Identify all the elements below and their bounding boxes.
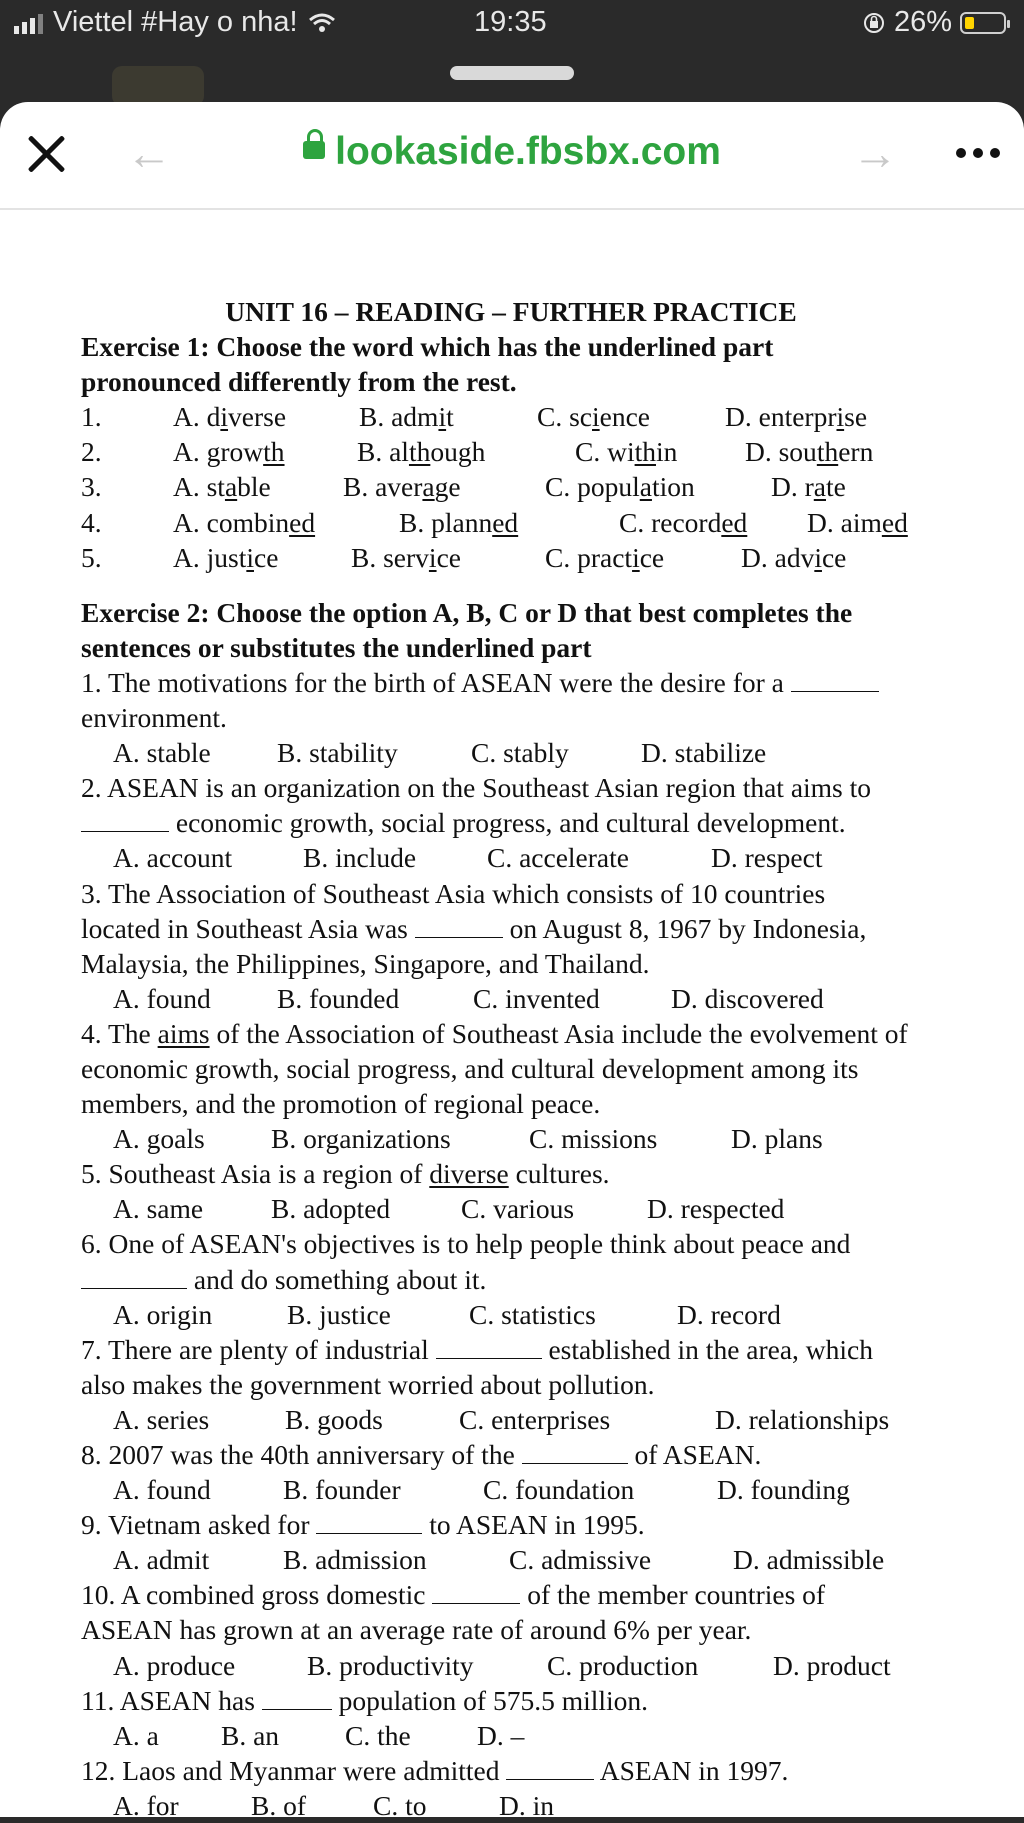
battery-percent: 26% <box>893 6 952 38</box>
question-12: 12. Laos and Myanmar were admitted ASEAN in 1997. A. for B. of C. to D. in <box>81 1753 1001 1823</box>
option-d[interactable]: D. aimed <box>807 506 908 538</box>
answer-option[interactable]: C. production <box>547 1649 699 1681</box>
option-a[interactable]: A. combined <box>173 506 316 538</box>
question-5: 5. Southeast Asia is a region of diverse cultures. A. same B. adopted C. various D. respected <box>81 1156 1001 1226</box>
options-row <box>81 1402 1001 1437</box>
answer-option[interactable]: D. stabilize <box>641 737 767 769</box>
answer-option[interactable]: C. various <box>461 1193 575 1225</box>
sheet-grabber[interactable] <box>450 66 574 80</box>
lock-icon <box>303 141 325 159</box>
option-a[interactable]: A. justice <box>173 541 279 573</box>
option-b[interactable]: B. service <box>351 541 461 573</box>
answer-option[interactable]: B. organizations <box>271 1123 451 1155</box>
answer-option[interactable]: A. stable <box>113 737 211 769</box>
answer-option[interactable]: A. found <box>113 982 211 1014</box>
option-c[interactable]: C. recorded <box>619 506 748 538</box>
item-number: 1. <box>81 401 102 433</box>
answer-option[interactable]: B. justice <box>287 1298 391 1330</box>
options-row <box>81 840 1001 875</box>
answer-option[interactable]: A. produce <box>113 1649 236 1681</box>
question-10: 10. A combined gross domestic of the member countries of ASEAN has grown at an average rate of around 6% per year. A. produce B. productivity C. production D. product <box>81 1577 1001 1682</box>
options-row <box>81 1297 1001 1332</box>
answer-option[interactable]: B. adopted <box>271 1193 391 1225</box>
answer-option[interactable]: C. the <box>345 1719 411 1751</box>
answer-option[interactable]: A. found <box>113 1474 211 1506</box>
orientation-lock-icon <box>862 11 886 35</box>
question-11: 11. ASEAN has population of 575.5 million. A. a B. an C. the D. – <box>81 1683 1001 1753</box>
answer-option[interactable]: B. founded <box>277 982 400 1014</box>
question-8: 8. 2007 was the 40th anniversary of the of ASEAN. A. found B. founder C. foundation D. founding <box>81 1437 1001 1507</box>
option-c[interactable]: C. population <box>545 471 695 503</box>
item-number: 2. <box>81 436 102 468</box>
battery-level <box>965 17 974 29</box>
answer-option[interactable]: C. missions <box>529 1123 658 1155</box>
status-left <box>14 6 336 39</box>
answer-option[interactable]: D. founding <box>717 1474 850 1506</box>
exercise1-row <box>81 469 1001 504</box>
answer-option[interactable]: C. foundation <box>483 1474 635 1506</box>
battery-icon <box>960 12 1006 34</box>
answer-option[interactable]: B. admission <box>283 1544 427 1576</box>
clock: 19:35 <box>474 6 547 38</box>
status-bar <box>0 0 1024 48</box>
worksheet <box>81 294 1001 1823</box>
exercise1-row <box>81 540 1001 575</box>
answer-option[interactable]: B. of <box>251 1789 306 1821</box>
answer-option[interactable]: C. to <box>373 1789 427 1821</box>
option-a[interactable]: A. growth <box>173 436 285 468</box>
exercise1-heading: Exercise 1: Choose the word which has the underlined part pronounced differently from the rest. <box>81 331 774 398</box>
answer-option[interactable]: D. respected <box>647 1193 785 1225</box>
option-c[interactable]: C. science <box>537 401 651 433</box>
signal-icon <box>14 12 43 34</box>
status-right <box>862 6 1006 39</box>
question-1: 1. The motivations for the birth of ASEAN were the desire for a environment. A. stable B. stability C. stably D. stabilize <box>81 665 1001 770</box>
answer-option[interactable]: A. for <box>113 1789 179 1821</box>
answer-option[interactable]: B. founder <box>283 1474 401 1506</box>
answer-option[interactable]: B. include <box>303 842 417 874</box>
option-b[interactable]: B. planned <box>399 506 519 538</box>
options-row <box>81 1121 1001 1156</box>
answer-option[interactable]: A. origin <box>113 1298 213 1330</box>
answer-option[interactable]: B. an <box>221 1719 280 1751</box>
answer-option[interactable]: A. a <box>113 1719 159 1751</box>
answer-option[interactable]: D. – <box>477 1719 525 1751</box>
question-2: 2. ASEAN is an organization on the Southeast Asian region that aims to economic growth, social progress, and cultural development. A. account B. include C. accelerate D. respect <box>81 770 1001 875</box>
option-d[interactable]: D. southern <box>745 436 874 468</box>
answer-option[interactable]: B. productivity <box>307 1649 474 1681</box>
question-9: 9. Vietnam asked for to ASEAN in 1995. A. admit B. admission C. admissive D. admissible <box>81 1507 1001 1577</box>
options-row <box>81 981 1001 1016</box>
answer-option[interactable]: A. admit <box>113 1544 210 1576</box>
answer-option[interactable]: C. statistics <box>469 1298 596 1330</box>
question-4: 4. The aims of the Association of Southeast Asia include the evolvement of economic growth, social progress, and cultural development among its members, and the promotion of regional peace. A. goals B. organizations C. missions D. plans <box>81 1016 1001 1156</box>
answer-option[interactable]: D. relationships <box>715 1403 890 1435</box>
wifi-icon <box>308 12 336 34</box>
options-row <box>81 1542 1001 1577</box>
option-a[interactable]: A. stable <box>173 471 271 503</box>
answer-option[interactable]: D. respect <box>711 842 823 874</box>
answer-option[interactable]: D. in <box>499 1789 554 1821</box>
page-title: UNIT 16 – READING – FURTHER PRACTICE <box>225 296 797 327</box>
answer-option[interactable]: D. admissible <box>733 1544 885 1576</box>
question-3: 3. The Association of Southeast Asia which consists of 10 countries located in Southeast Asia was on August 8, 1967 by Indonesia, Malaysia, the Philippines, Singapore, and Thailand. A. found B. founded C. invented D. discovered <box>81 876 1001 1016</box>
exercise1-items <box>81 399 1001 574</box>
answer-option[interactable]: A. same <box>113 1193 204 1225</box>
option-d[interactable]: D. rate <box>771 471 846 503</box>
answer-option[interactable]: C. invented <box>473 982 600 1014</box>
more-options-icon[interactable] <box>956 148 1000 158</box>
item-number: 5. <box>81 541 102 573</box>
exercise1-row <box>81 505 1001 540</box>
forward-arrow-icon[interactable]: → <box>852 127 898 179</box>
back-arrow-icon[interactable]: ← <box>126 127 172 179</box>
answer-option[interactable]: C. enterprises <box>459 1403 611 1435</box>
exercise2-heading: Exercise 2: Choose the option A, B, C or D that best completes the sentences or substitutes the underlined part <box>81 596 853 663</box>
option-d[interactable]: D. advice <box>741 541 847 573</box>
options-row <box>81 1718 1001 1753</box>
browser-toolbar <box>0 102 1024 210</box>
options-row <box>81 1788 1001 1823</box>
option-c[interactable]: C. within <box>575 436 678 468</box>
answer-option[interactable]: A. goals <box>113 1123 205 1155</box>
answer-option[interactable]: B. goods <box>285 1403 383 1435</box>
question-6: 6. One of ASEAN's objectives is to help people think about peace and and do something about it. A. origin B. justice C. statistics D. record <box>81 1226 1001 1331</box>
options-row <box>81 1648 1001 1683</box>
answer-option[interactable]: C. admissive <box>509 1544 652 1576</box>
item-number: 3. <box>81 471 102 503</box>
question-7: 7. There are plenty of industrial established in the area, which also makes the government worried about pollution. A. series B. goods C. enterprises D. relationships <box>81 1332 1001 1437</box>
option-c[interactable]: C. practice <box>545 541 665 573</box>
options-row <box>81 1191 1001 1226</box>
options-row <box>81 1472 1001 1507</box>
url-text: lookaside.fbsbx.com <box>335 130 721 173</box>
option-b[interactable]: B. admit <box>359 401 454 433</box>
background-app-thumbnail <box>112 66 204 106</box>
browser-sheet <box>0 102 1024 1821</box>
answer-option[interactable]: D. plans <box>731 1123 823 1155</box>
options-row <box>81 735 1001 770</box>
option-b[interactable]: B. although <box>357 436 486 468</box>
option-b[interactable]: B. average <box>343 471 461 503</box>
answer-option[interactable]: D. discovered <box>671 982 824 1014</box>
option-d[interactable]: D. enterprise <box>725 401 868 433</box>
exercise1-row <box>81 399 1001 434</box>
answer-option[interactable]: D. record <box>677 1298 781 1330</box>
answer-option[interactable]: A. account <box>113 842 233 874</box>
answer-option[interactable]: D. product <box>773 1649 891 1681</box>
exercise1-row <box>81 434 1001 469</box>
option-a[interactable]: A. diverse <box>173 401 287 433</box>
carrier-name: Viettel #Hay o nha! <box>53 6 298 38</box>
item-number: 4. <box>81 506 102 538</box>
answer-option[interactable]: B. stability <box>277 737 398 769</box>
answer-option[interactable]: C. stably <box>471 737 569 769</box>
answer-option[interactable]: A. series <box>113 1403 210 1435</box>
answer-option[interactable]: C. accelerate <box>487 842 629 874</box>
